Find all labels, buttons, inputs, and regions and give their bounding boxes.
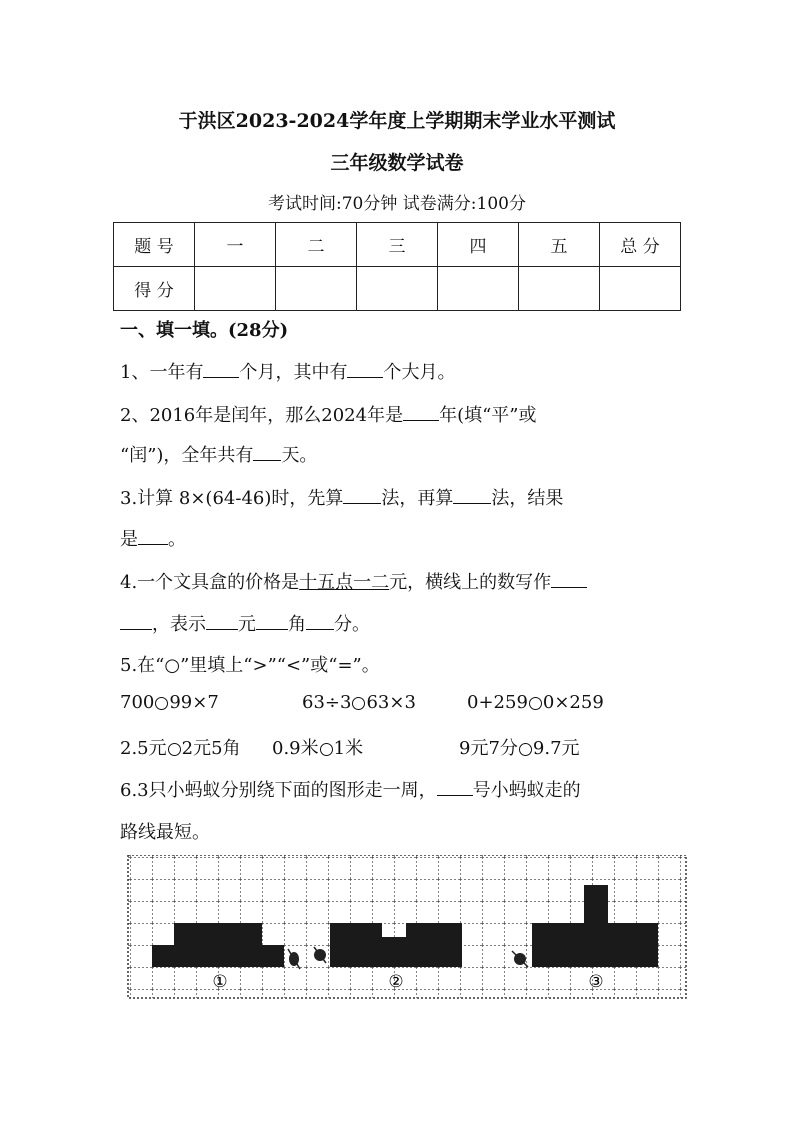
score-input-cell[interactable] [195, 267, 276, 311]
answer-blank[interactable] [437, 779, 473, 796]
compare-circle[interactable] [155, 697, 168, 710]
score-input-cell[interactable] [276, 267, 357, 311]
q1-text: 个大月。 [383, 362, 456, 383]
compare-circle[interactable] [320, 743, 333, 756]
compare-left: 0+259 [467, 692, 528, 713]
question-6-cont: 路线最短。 [120, 822, 210, 843]
compare-left: 700 [120, 692, 155, 713]
q2-text: 天。 [281, 445, 318, 466]
exam-subtitle: 三年级数学试卷 [330, 152, 464, 174]
q6-text: 号小蚂蚁走的 [472, 780, 581, 801]
question-3 [120, 484, 563, 510]
answer-blank[interactable] [403, 404, 439, 421]
score-input-cell[interactable] [357, 267, 438, 311]
q4-text: 4.一个文具盒的价格是 [120, 572, 300, 593]
answer-blank[interactable] [120, 613, 152, 630]
q4-underlined-text: 十五点一二 [299, 572, 390, 593]
score-table-header-row [114, 223, 681, 267]
q3-text: 3.计算 8×(64-46)时，先算 [120, 488, 344, 509]
compare-left: 2.5元 [120, 738, 167, 759]
compare-left: 0.9米 [272, 738, 319, 759]
question-4 [120, 568, 587, 594]
q4-text: ，表示 [152, 614, 206, 635]
compare-right: 2元5角 [181, 738, 241, 759]
q2-text: 2、2016年是闰年，那么2024年是 [120, 405, 404, 426]
q4-text: 角 [288, 614, 306, 635]
score-table [113, 222, 681, 311]
compare-circle[interactable] [529, 697, 542, 710]
compare-right: 99×7 [169, 692, 219, 713]
q1-text: 1、一年有 [120, 362, 204, 383]
compare-item [459, 734, 580, 760]
question-6 [120, 776, 581, 802]
answer-blank[interactable] [253, 444, 281, 461]
exam-info: 考试时间:70分钟 试卷满分:100分 [268, 194, 526, 214]
compare-circle[interactable] [519, 743, 532, 756]
compare-right: 1米 [333, 738, 364, 759]
compare-item [302, 692, 416, 713]
q4-text: 分。 [334, 614, 370, 635]
question-2-cont [120, 441, 317, 467]
compare-right: 63×3 [366, 692, 416, 713]
score-table-score-row [114, 267, 681, 311]
score-input-cell[interactable] [600, 267, 681, 311]
answer-blank[interactable] [453, 487, 491, 504]
q1-text: 个月，其中有 [239, 362, 348, 383]
score-cell: 三 [357, 223, 438, 267]
score-row-label: 得 分 [114, 267, 195, 311]
compare-circle[interactable] [168, 743, 181, 756]
figure-label-3: ③ [588, 972, 604, 992]
score-cell: 总 分 [600, 223, 681, 267]
compare-item [120, 734, 241, 760]
question-3-cont [120, 525, 186, 551]
answer-blank[interactable] [343, 487, 381, 504]
compare-right: 9.7元 [532, 738, 580, 759]
compare-item [120, 692, 219, 713]
q4-text: 元，横线上的数写作 [389, 572, 552, 593]
score-cell: 题 号 [114, 223, 195, 267]
answer-blank[interactable] [256, 613, 288, 630]
answer-blank[interactable] [551, 571, 587, 588]
compare-right: 0×259 [542, 692, 604, 713]
answer-blank[interactable] [347, 361, 383, 378]
answer-blank[interactable] [206, 613, 238, 630]
q3-text: 法，再算 [381, 488, 454, 509]
score-input-cell[interactable] [438, 267, 519, 311]
section-heading: 一、填一填。(28分) [120, 320, 289, 341]
question-2 [120, 401, 537, 427]
figure-label-1: ① [212, 972, 228, 992]
compare-left: 63÷3 [302, 692, 352, 713]
q3-text: 。 [168, 529, 186, 550]
score-cell: 五 [519, 223, 600, 267]
compare-circle[interactable] [352, 697, 365, 710]
score-input-cell[interactable] [519, 267, 600, 311]
q6-text: 6.3只小蚂蚁分别绕下面的图形走一周， [120, 780, 437, 801]
question-4-cont [120, 610, 370, 636]
question-5: 5.在“○”里填上“>”“<”或“=”。 [120, 655, 380, 676]
compare-item [272, 734, 363, 760]
q2-text: “闰”)，全年共有 [120, 445, 254, 466]
compare-item [467, 692, 604, 713]
compare-left: 9元7分 [459, 738, 518, 759]
score-cell: 二 [276, 223, 357, 267]
q3-text: 法，结果 [491, 488, 564, 509]
figure-label-2: ② [388, 972, 404, 992]
q2-text: 年(填“平”或 [439, 405, 537, 426]
answer-blank[interactable] [306, 613, 334, 630]
answer-blank[interactable] [203, 361, 239, 378]
score-cell: 一 [195, 223, 276, 267]
q3-text: 是 [120, 529, 138, 550]
question-1 [120, 358, 455, 384]
score-cell: 四 [438, 223, 519, 267]
exam-title: 于洪区2023-2024学年度上学期期末学业水平测试 [178, 110, 616, 132]
answer-blank[interactable] [138, 528, 168, 545]
q4-text: 元 [238, 614, 256, 635]
ant-path-figure [124, 855, 690, 1000]
